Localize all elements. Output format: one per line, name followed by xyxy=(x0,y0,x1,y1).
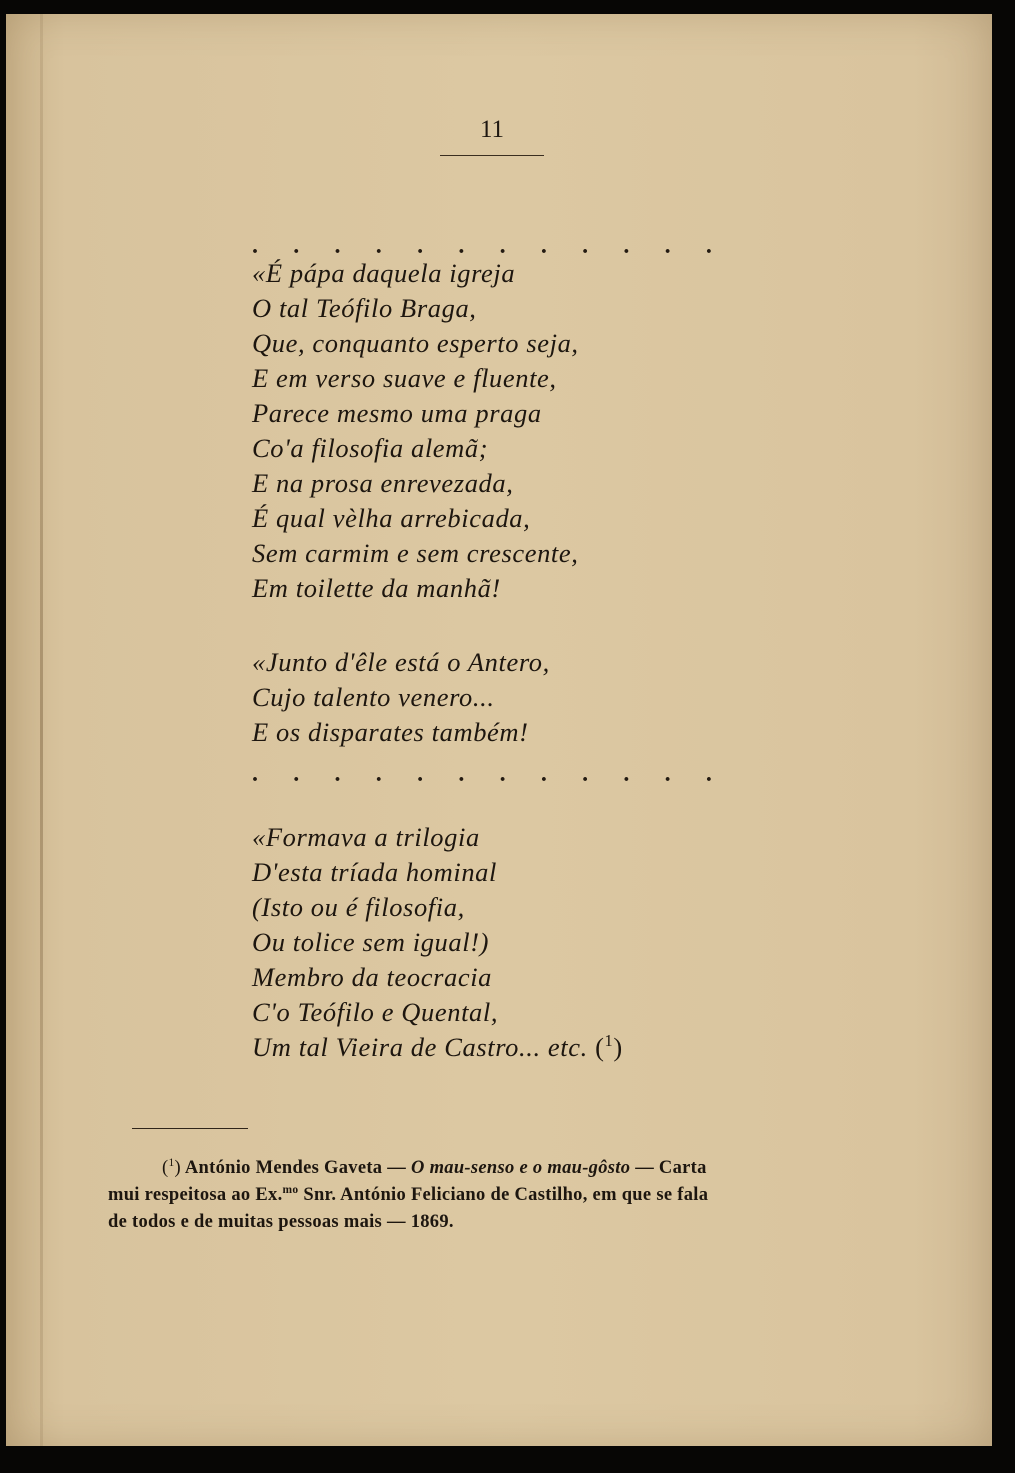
verse-line: E em verso suave e fluente, xyxy=(252,363,557,393)
ellipsis-row-middle: . . . . . . . . . . . . xyxy=(252,761,712,787)
footnote-marker-number: 1 xyxy=(168,1156,175,1169)
verse-line xyxy=(252,1030,623,1065)
verse-line: Ou tolice sem igual!) xyxy=(252,927,490,957)
verse-line: O tal Teófilo Braga, xyxy=(252,293,477,323)
verse-line: Sem carmim e sem crescente, xyxy=(252,538,579,568)
footnote-line-2-start: mui respeitosa ao Ex. xyxy=(108,1185,283,1205)
verse-line: D'esta tríada hominal xyxy=(252,857,497,887)
verse-line: E na prosa enrevezada, xyxy=(252,468,514,498)
verse-line: Cujo talento venero... xyxy=(252,682,495,712)
footnote-line-2 xyxy=(108,1182,892,1209)
verse-line: (Isto ou é filosofia, xyxy=(252,892,465,922)
footnote-rule xyxy=(132,1128,248,1129)
verse-line: É qual vèlha arrebicada, xyxy=(252,503,531,533)
verse-line: Em toilette da manhã! xyxy=(252,573,501,603)
footnote-line-3: de todos e de muitas pessoas mais — 1869. xyxy=(108,1212,454,1232)
footnote-marker: ($^1$) xyxy=(162,1156,181,1178)
footnote xyxy=(108,1155,892,1236)
footnote-line-1 xyxy=(108,1155,892,1182)
footnote-line-2-end: Snr. António Feliciano de Castilho, em que se fala xyxy=(303,1185,709,1205)
verse-line: Parece mesmo uma praga xyxy=(252,398,542,428)
footnote-work-title: O mau-senso e o mau-gôsto xyxy=(411,1158,631,1178)
verse-line: Membro da teocracia xyxy=(252,962,493,992)
verse-line: «Formava a trilogia xyxy=(252,822,480,852)
verse-line: C'o Teófilo e Quental, xyxy=(252,997,499,1027)
verse-line: «É pápa daquela igreja xyxy=(252,258,516,288)
stanza-2 xyxy=(252,645,550,750)
verse-line: «Junto d'êle está o Antero, xyxy=(252,647,550,677)
verse-line: Que, conquanto esperto seja, xyxy=(252,328,579,358)
footnote-reference-number: 1 xyxy=(604,1031,614,1051)
footnote-superscript: mo xyxy=(282,1183,299,1196)
verse-line: Co'a filosofia alemã; xyxy=(252,433,489,463)
verse-line: E os disparates também! xyxy=(252,717,529,747)
page-gutter xyxy=(40,14,43,1446)
footnote-author: António Mendes Gaveta — xyxy=(184,1158,407,1178)
ellipsis-row-top: . . . . . . . . . . . . xyxy=(252,233,712,259)
verse-text: Um tal Vieira de Castro... etc. xyxy=(252,1032,588,1062)
stanza-1 xyxy=(252,256,579,606)
page-number-rule xyxy=(440,155,544,156)
stanza-3 xyxy=(252,820,623,1065)
page-number: 11 xyxy=(479,116,505,143)
footnote-after-title: — Carta xyxy=(635,1158,707,1178)
footnote-reference: ($^1$) xyxy=(595,1031,623,1062)
